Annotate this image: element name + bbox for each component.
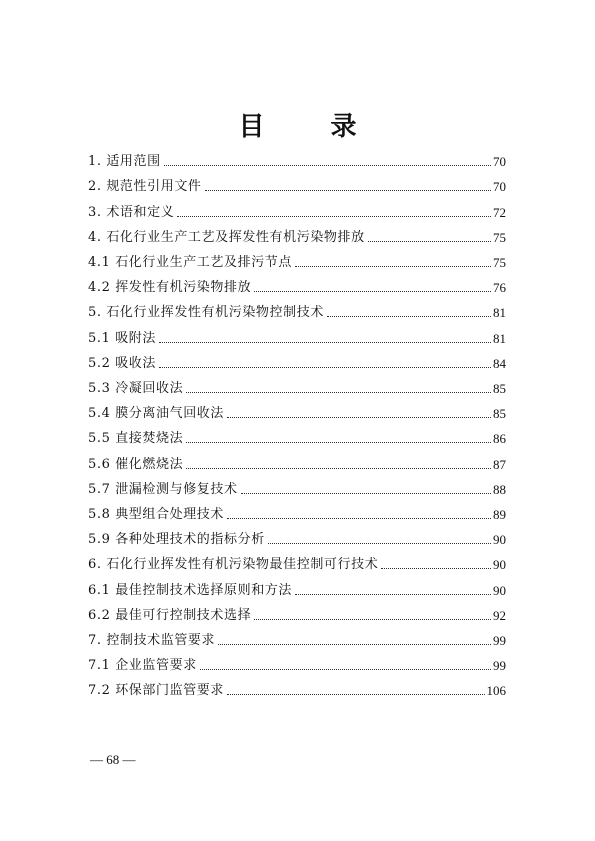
toc-entry[interactable]: [88, 654, 506, 674]
page-number: — 68 —: [90, 752, 136, 767]
toc-entry[interactable]: [88, 352, 506, 372]
toc-entry-label: 3. 术语和定义: [88, 205, 175, 220]
toc-entry[interactable]: [88, 503, 506, 523]
toc-entry[interactable]: [88, 402, 506, 422]
toc-entry-page: 81: [493, 331, 506, 346]
toc-entry[interactable]: [88, 276, 506, 296]
toc-entry-label: 4. 石化行业生产工艺及挥发性有机污染物排放: [88, 230, 365, 245]
toc-entry[interactable]: [88, 327, 506, 347]
toc-entry-label: 5.1 吸附法: [88, 331, 157, 346]
dot-leader: [227, 693, 484, 695]
toc-entry[interactable]: [88, 604, 506, 624]
toc-entry-page: 85: [493, 381, 506, 396]
toc-entry[interactable]: [88, 579, 506, 599]
toc-entry-label: 2. 规范性引用文件: [88, 179, 202, 194]
toc-entry-label: 5.9 各种处理技术的指标分析: [88, 532, 265, 547]
toc-entry-page: 70: [493, 179, 506, 194]
dot-leader: [159, 341, 491, 343]
toc-entry-page: 90: [493, 583, 506, 598]
toc-entry-page: 106: [486, 683, 506, 698]
toc-entry[interactable]: [88, 528, 506, 548]
toc-entry-page: 87: [493, 457, 506, 472]
dot-leader: [295, 593, 491, 595]
dot-leader: [177, 215, 491, 217]
toc-entry-page: 72: [493, 205, 506, 220]
toc-entry-label: 5.8 典型组合处理技术: [88, 507, 225, 522]
toc-entry[interactable]: [88, 377, 506, 397]
toc-entry-label: 4.2 挥发性有机污染物排放: [88, 280, 252, 295]
toc-entry-label: 4.1 石化行业生产工艺及排污节点: [88, 255, 293, 270]
dot-leader: [227, 517, 491, 519]
toc-entry[interactable]: [88, 251, 506, 271]
toc-entry[interactable]: [88, 201, 506, 221]
toc-entry-page: 88: [493, 482, 506, 497]
toc-entry-label: 6. 石化行业挥发性有机污染物最佳控制可行技术: [88, 557, 379, 572]
dot-leader: [368, 240, 491, 242]
toc-entry-page: 85: [493, 406, 506, 421]
toc-entry[interactable]: [88, 226, 506, 246]
toc-entry-page: 90: [493, 557, 506, 572]
toc-entry-page: 92: [493, 608, 506, 623]
dot-leader: [268, 542, 491, 544]
dot-leader: [205, 189, 491, 191]
dot-leader: [254, 618, 491, 620]
toc-entry-label: 6.1 最佳控制技术选择原则和方法: [88, 583, 293, 598]
toc-entry-page: 75: [493, 230, 506, 245]
dot-leader: [254, 290, 491, 292]
toc-title: 目 录: [238, 112, 377, 142]
toc-entry-label: 5.7 泄漏检测与修复技术: [88, 482, 238, 497]
toc-entry-label: 6.2 最佳可行控制技术选择: [88, 608, 252, 623]
toc-entry-label: 5. 石化行业挥发性有机污染物控制技术: [88, 305, 324, 320]
toc-entry-page: 86: [493, 431, 506, 446]
dot-leader: [186, 441, 491, 443]
toc-entry[interactable]: [88, 453, 506, 473]
dot-leader: [241, 492, 491, 494]
toc-entry[interactable]: [88, 478, 506, 498]
dot-leader: [186, 467, 491, 469]
dot-leader: [381, 567, 491, 569]
toc-entry-label: 1. 适用范围: [88, 154, 161, 169]
dot-leader: [164, 164, 491, 166]
toc-entry-page: 84: [493, 356, 506, 371]
toc-entry-page: 99: [493, 658, 506, 673]
toc-entry-label: 5.4 膜分离油气回收法: [88, 406, 225, 421]
toc-entry[interactable]: [88, 301, 506, 321]
toc-entry-label: 7.2 环保部门监管要求: [88, 683, 225, 698]
toc-entry-page: 89: [493, 507, 506, 522]
toc-entry-label: 5.5 直接焚烧法: [88, 431, 184, 446]
toc-entry[interactable]: [88, 553, 506, 573]
toc-entry-label: 7.1 企业监管要求: [88, 658, 197, 673]
dot-leader: [159, 366, 491, 368]
dot-leader: [227, 416, 491, 418]
dot-leader: [327, 315, 491, 317]
dot-leader: [218, 643, 491, 645]
toc-entry-label: 5.6 催化燃烧法: [88, 457, 184, 472]
dot-leader: [186, 391, 491, 393]
toc-entry[interactable]: [88, 150, 506, 170]
dot-leader: [200, 668, 491, 670]
toc-entry-page: 70: [493, 154, 506, 169]
toc-entry-label: 5.2 吸收法: [88, 356, 157, 371]
toc-entry[interactable]: [88, 427, 506, 447]
toc-entry-page: 81: [493, 305, 506, 320]
toc-entry-page: 99: [493, 633, 506, 648]
toc-entry[interactable]: [88, 629, 506, 649]
dot-leader: [295, 265, 491, 267]
toc-entry-page: 90: [493, 532, 506, 547]
toc-entry-page: 76: [493, 280, 506, 295]
toc-entry[interactable]: [88, 175, 506, 195]
toc-entry-page: 75: [493, 255, 506, 270]
toc-entry-label: 7. 控制技术监管要求: [88, 633, 216, 648]
toc-entry-label: 5.3 冷凝回收法: [88, 381, 184, 396]
toc-entry[interactable]: [88, 679, 506, 699]
